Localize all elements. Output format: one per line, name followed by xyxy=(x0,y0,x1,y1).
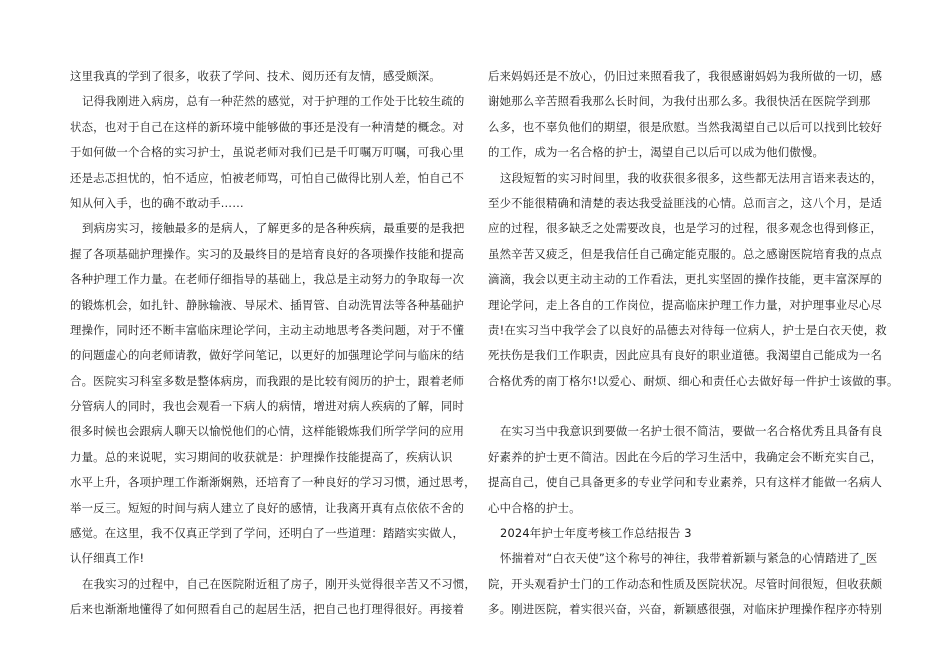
right-column-line: 理论学问，走上各自的工作岗位，提高临床护理工作力量，对护理事业尽心尽 xyxy=(488,297,883,312)
right-column-line: 应的过程，很多缺乏之处需要改良，也是学习的过程，很多观念也得到修正， xyxy=(488,221,883,236)
left-column-line: 还是忐忑担忧的，怕不适应，怕被老师骂，可怕自己做得比别人差，怕自己不 xyxy=(70,170,465,185)
left-column-line: 水平上升，各项护理工作渐渐娴熟，还培育了一种良好的学习习惯，通过思考， xyxy=(70,475,476,490)
left-column-line: 举一反三。短短的时间与病人建立了良好的感情，让我离开真有点依依不舍的 xyxy=(70,500,465,515)
right-column-line: 在实习当中我意识到要做一名护士很不简洁，要做一名合格优秀且具备有良 xyxy=(500,424,883,439)
left-column-line: 到病房实习，接触最多的是病人，了解更多的是各种疾病，最重要的是我把 xyxy=(82,221,465,236)
left-text-column xyxy=(70,64,477,623)
left-column-line: 知从何入手，也的确不敢动手…… xyxy=(70,195,244,210)
left-column-line: 记得我刚进入病房，总有一种茫然的感觉，对于护理的工作处于比较生疏的 xyxy=(82,94,465,109)
right-column-line: 的工作，成为一名合格的护士，渴望自己以后可以成为他们傲慢。 xyxy=(488,145,825,160)
left-column-line: 感觉。在这里，我不仅真正学到了学问，还明白了一些道理：踏踏实实做人， xyxy=(70,526,465,541)
right-column-line: 死扶伤是我们工作职责，因此应具有良好的职业道德。我渴望自己能成为一名 xyxy=(488,348,883,363)
right-column-line: 滴滴，我会以更主动主动的工作看法，更扎实坚固的操作技能，更丰富深厚的 xyxy=(488,272,883,287)
left-column-line: 认仔细真工作! xyxy=(70,551,145,566)
right-column-line: 合格优秀的南丁格尔!以爱心、耐烦、细心和责任心去做好每一件护士该做的事。 xyxy=(488,373,899,388)
right-column-line: 院，开头观看护士门的工作动态和性质及医院状况。尽管时间很短，但收获颇 xyxy=(488,576,883,591)
right-column-line: 这段短暂的实习时间里，我的收获很多很多，这些都无法用言语来表达的， xyxy=(500,170,883,185)
left-column-line: 握了各项基础护理操作。实习的及最终目的是培育良好的各项操作技能和提高 xyxy=(70,246,465,261)
left-column-line: 在我实习的过程中，自己在医院附近租了房子，刚开头觉得很辛苦又不习惯， xyxy=(82,576,477,591)
right-column-line: 谢她那么辛苦照看我那么长时间，为我付出那么多。我很快活在医院学到那 xyxy=(488,94,871,109)
left-column-line: 很多时候也会跟病人聊天以愉悦他们的心情，这样能锻炼我们所学学问的应用 xyxy=(70,424,465,439)
right-column-line: 责!在实习当中我学会了以良好的品德去对待每一位病人，护士是白衣天使，救 xyxy=(488,322,887,337)
left-column-line: 理操作，同时还不断丰富临床理论学问，主动主动地思考各类问题，对于不懂 xyxy=(70,322,465,337)
right-column-line: 虽然辛苦又疲乏，但是我信任自己确定能克服的。总之感谢医院培育我的点点 xyxy=(488,246,883,261)
right-column-line: 后来妈妈还是不放心，仍旧过来照看我了，我很感谢妈妈为我所做的一切，感 xyxy=(488,69,883,83)
left-column-line: 的锻炼机会，如扎针、静脉输液、导尿术、插胃管、自动洗胃法等各种基础护 xyxy=(70,297,465,312)
right-column-line: 心中合格的护士。 xyxy=(488,500,581,515)
left-column-line: 合。医院实习科室多数是整体病房，而我跟的是比较有阅历的护士，跟着老师 xyxy=(70,373,465,388)
left-column-line: 这里我真的学到了很多，收获了学问、技术、阅历还有友情，感受颇深。 xyxy=(70,69,441,83)
right-column-line: 提高自己，使自己具备更多的专业学问和专业素养，只有这样才能做一名病人 xyxy=(488,475,883,490)
right-column-line: 至少不能很精确和清楚的表达我受益匪浅的心情。总而言之，这八个月，是适 xyxy=(488,195,883,210)
right-column-line: 2024年护士年度考核工作总结报告 3 xyxy=(500,526,692,541)
right-text-column xyxy=(488,64,899,623)
left-column-line: 的问题虚心的向老师请教，做好学问笔记，以更好的加强理论学问与临床的结 xyxy=(70,348,465,363)
right-column-line: 怀揣着对“白衣天使”这个称号的神往，我带着新颖与紧急的心情踏进了_医 xyxy=(500,551,878,566)
right-column-line: 好素养的护士更不简洁。因此在今后的学习生活中，我确定会不断充实自己， xyxy=(488,449,883,464)
left-column-line: 于如何做一个合格的实习护士，虽说老师对我们已是千叮嘱万叮嘱，可我心里 xyxy=(70,145,465,160)
left-column-line: 分管病人的同时，我也会观看一下病人的病情，增进对病人疾病的了解，同时 xyxy=(70,399,465,414)
left-column-line: 状态，也对于自己在这样的新环境中能够做的事还是没有一种清楚的概念。对 xyxy=(70,119,465,134)
right-column-line: 多。刚进医院，着实很兴奋，兴奋，新颖感很强，对临床护理操作程序亦特别 xyxy=(488,602,883,617)
left-column-line: 力量。总的来说呢，实习期间的收获就是：护理操作技能提高了，疾病认识 xyxy=(70,449,453,464)
left-column-line: 各种护理工作力量。在老师仔细指导的基础上，我总是主动努力的争取每一次 xyxy=(70,272,465,287)
left-column-line: 后来也渐渐地懂得了如何照看自己的起居生活，把自己也打理得很好。再接着 xyxy=(70,602,465,617)
right-column-line: 么多，也不辜负他们的期望，很是欣慰。当然我渴望自己以后可以找到比较好 xyxy=(488,119,883,134)
right-column-line xyxy=(488,394,880,419)
